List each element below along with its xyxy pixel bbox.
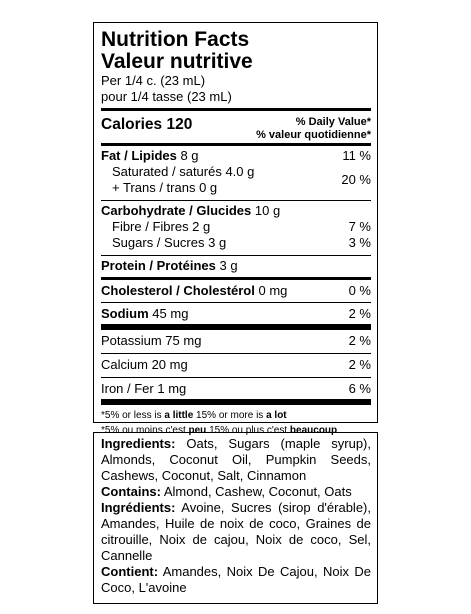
calcium-dv: 2 % (348, 357, 371, 372)
fat-dv: 11 % (342, 148, 371, 163)
footnote-text: 15% ou plus c'est (206, 425, 290, 436)
fat-label: Fat / Lipides (101, 148, 177, 163)
ingredients-en-text: Oats, Sugars (maple syrup), Almonds, Coconut Oil, Pumpkin Seeds, Cashews, Coconut, Salt, Cinnamon (101, 436, 371, 483)
daily-value-fr: % valeur quotidienne* (256, 129, 371, 141)
divider (101, 277, 371, 280)
trans: + Trans / trans 0 g (112, 180, 218, 195)
cholesterol-label: Cholesterol / Cholestérol (101, 283, 255, 298)
divider (101, 200, 371, 201)
contains-fr (101, 564, 371, 596)
contains-en (101, 484, 371, 500)
divider (101, 143, 371, 146)
ingredients-fr-label: Ingrédients: (101, 500, 176, 515)
serving-size-fr: pour 1/4 tasse (23 mL) (101, 89, 232, 104)
title-en: Nutrition Facts (101, 28, 250, 51)
carb-amount: 10 g (254, 203, 281, 218)
contains-en-label: Contains: (101, 484, 161, 499)
ingredients-panel (93, 432, 378, 604)
fat-row (101, 148, 371, 164)
sugars-dv: 3 % (348, 235, 371, 250)
potassium-dv: 2 % (348, 333, 371, 348)
ingredients-fr (101, 500, 371, 564)
sugars-row (101, 235, 371, 251)
sodium-amount: 45 mg (152, 306, 189, 321)
footnote-emphasis: a lot (266, 410, 287, 421)
protein-row (101, 258, 371, 274)
footnote-text: *5% or less is (101, 410, 165, 421)
contains-en-text: Almond, Cashew, Coconut, Oats (163, 484, 352, 499)
protein-amount: 3 g (219, 258, 238, 273)
calories-row (101, 115, 371, 142)
calories (101, 115, 192, 135)
nutrition-facts-panel (93, 22, 378, 436)
footnote-emphasis: a little (164, 410, 194, 421)
divider (101, 353, 371, 354)
serving-size-en: Per 1/4 c. (23 mL) (101, 73, 206, 88)
potassium: Potassium 75 mg (101, 333, 202, 348)
footnote-emphasis: peu (188, 425, 207, 436)
protein-label: Protein / Protéines (101, 258, 216, 273)
calcium-row (101, 357, 371, 373)
cholesterol-amount: 0 mg (258, 283, 288, 298)
calcium: Calcium 20 mg (101, 357, 188, 372)
calories-label: Calories (101, 116, 163, 133)
contains-fr-label: Contient: (101, 564, 159, 579)
iron: Iron / Fer 1 mg (101, 381, 187, 396)
ingredients-en-label: Ingredients: (101, 436, 176, 451)
sat-trans-row (101, 164, 371, 196)
iron-row (101, 381, 371, 397)
daily-value-en: % Daily Value* (295, 116, 371, 128)
footnote-en (101, 408, 371, 423)
carb-row (101, 203, 371, 219)
divider (101, 302, 371, 303)
cholesterol-row (101, 283, 371, 299)
carb-label: Carbohydrate / Glucides (101, 203, 252, 218)
fibre-dv: 7 % (348, 219, 371, 234)
saturated: Saturated / saturés 4.0 g (112, 164, 255, 179)
footnote-text: 15% or more is (193, 410, 267, 421)
daily-value-header (256, 115, 371, 142)
divider (101, 255, 371, 256)
sat-trans-dv: 20 % (341, 172, 371, 187)
contains-fr-text: Amandes, Noix De Cajou, Noix De Coco, L'avoine (101, 564, 371, 595)
divider (101, 324, 371, 330)
sodium-label: Sodium (101, 306, 149, 321)
iron-dv: 6 % (348, 381, 371, 396)
cholesterol-dv: 0 % (348, 283, 371, 298)
sodium-row (101, 306, 371, 322)
fat-amount: 8 g (180, 148, 199, 163)
fibre: Fibre / Fibres 2 g (112, 219, 211, 234)
fibre-row (101, 219, 371, 235)
ingredients-fr-text: Avoine, Sucres (sirop d'érable), Amandes, Huile de noix de coco, Graines de citrouille, Noix de cajou, Noix de coco, Sel, Cannelle (101, 500, 371, 563)
divider (101, 108, 371, 111)
footnote-emphasis: beaucoup (289, 425, 338, 436)
divider (101, 377, 371, 378)
potassium-row (101, 333, 371, 349)
calories-value: 120 (166, 116, 193, 133)
title-fr: Valeur nutritive (101, 50, 253, 73)
ingredients-en (101, 436, 371, 484)
sodium-dv: 2 % (348, 306, 371, 321)
footnote-text: *5% ou moins c'est (101, 425, 189, 436)
sugars: Sugars / Sucres 3 g (112, 235, 227, 250)
